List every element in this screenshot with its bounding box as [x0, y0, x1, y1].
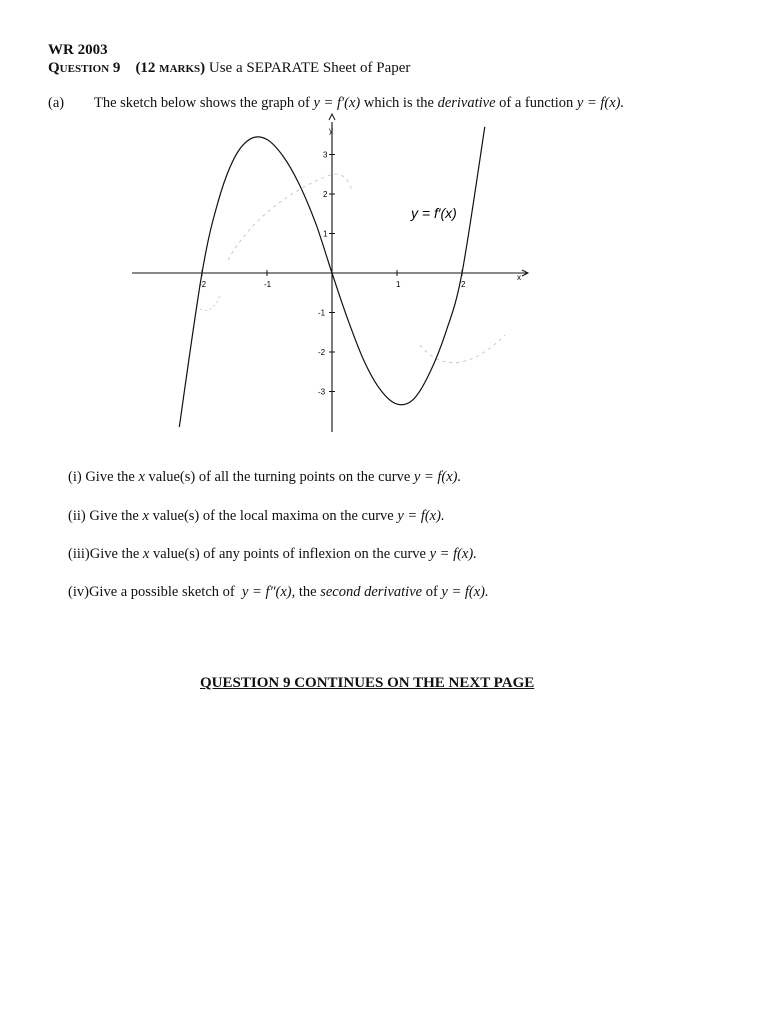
question-i-text: Give the	[85, 469, 135, 485]
faint-artifact-curve-3	[196, 295, 220, 310]
y-tick-label: 2	[323, 190, 328, 199]
curve-label: y = f′(x)	[411, 205, 457, 221]
y-tick-label: -2	[318, 348, 326, 357]
part-a-text-mid: which is the	[363, 95, 434, 111]
instruction-text: Use a SEPARATE Sheet of Paper	[208, 60, 411, 76]
question-iv-eq1: y = f″(x),	[241, 584, 296, 600]
x-tick-label: 1	[396, 280, 401, 289]
question-iv-mid: the	[298, 584, 317, 600]
y-axis-label: y	[329, 126, 333, 135]
question-ii	[68, 508, 445, 525]
y-tick-label: -1	[318, 308, 326, 318]
question-iv-eq2: y = f(x).	[441, 584, 489, 600]
continues-footer: QUESTION 9 CONTINUES ON THE NEXT PAGE	[200, 675, 535, 691]
question-iii-eq: y = f(x).	[429, 546, 477, 562]
x-tick-label: -2	[199, 280, 207, 289]
part-a-eq2: y = f(x).	[576, 95, 625, 111]
question-i-eq: y = f(x).	[413, 469, 462, 485]
question-ii-label: (ii)	[68, 508, 86, 524]
question-label: Question 9	[48, 60, 121, 76]
question-iii-var: x	[142, 546, 150, 562]
question-ii-eq: y = f(x).	[397, 508, 445, 524]
question-iii-label: (iii)	[68, 546, 90, 562]
y-tick-label: -3	[318, 387, 326, 397]
question-iii	[68, 546, 477, 563]
part-a-eq1: y = f′(x)	[313, 95, 361, 111]
question-i-rest: value(s) of all the turning points on the curve	[148, 469, 411, 485]
x-axis-label: x	[517, 273, 521, 282]
y-axis-arrow-icon	[329, 114, 335, 120]
question-iv-emph: second derivative	[320, 584, 423, 600]
question-ii-var: x	[142, 508, 149, 524]
question-iv-of: of	[425, 584, 438, 600]
question-iv	[68, 584, 489, 601]
question-iv-label: (iv)	[68, 584, 89, 600]
question-iii-text: Give the	[89, 546, 140, 562]
faint-artifact-curve-2	[420, 335, 505, 363]
exam-code: WR 2003	[48, 42, 108, 58]
question-i-var: x	[138, 469, 145, 485]
part-a-emph: derivative	[437, 95, 496, 111]
question-iii-rest: value(s) of any points of inflexion on the curve	[152, 546, 426, 562]
x-tick-label: -1	[264, 280, 272, 289]
question-ii-rest: value(s) of the local maxima on the curve	[152, 508, 394, 524]
x-tick-label: 2	[461, 280, 466, 289]
part-a-text-before: The sketch below shows the graph of	[94, 95, 310, 111]
question-i-label: (i)	[68, 469, 82, 485]
question-i	[68, 469, 461, 486]
derivative-graph	[0, 0, 768, 460]
question-ii-text: Give the	[89, 508, 139, 524]
part-a-label: (a)	[48, 95, 65, 111]
y-tick-label: 1	[323, 229, 328, 239]
y-tick-label: 3	[323, 150, 328, 160]
part-a-text-after: of a function	[499, 95, 574, 111]
question-iv-text: Give a possible sketch of	[88, 584, 235, 600]
faint-artifact-curve-1	[228, 174, 352, 260]
marks-label: (12 marks)	[135, 60, 206, 76]
